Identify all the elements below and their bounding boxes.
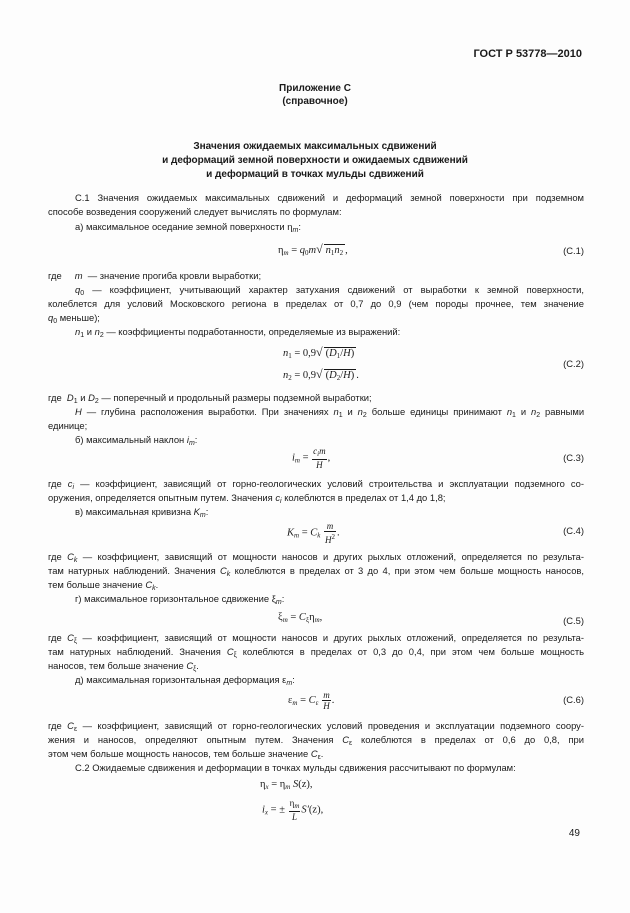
n-coefficients: $n_1$ и $n_2$ — коэффициенты подработанности, определяемые из выражений:: [75, 326, 401, 339]
equation-number-c5: (С.5): [563, 615, 584, 626]
page-number: 49: [568, 828, 580, 839]
equation-c6: $\varepsilon_m = C_\varepsilon$ $\frac{m}{H}$ .: [288, 690, 335, 711]
equation-c4: $K_m = C_k$ $\frac{m}{H^2}$ .: [287, 521, 340, 545]
q0-line-3: $q_0$ меньше);: [48, 312, 100, 325]
ck-line-2: там натурных наблюдений. Значения $C_k$ колеблются в пределах от 3 до 4, при этом чем больше мощность наносов,: [48, 565, 585, 578]
cxi-line-3: наносов, тем больше значение $C_\xi$.: [48, 660, 199, 673]
equation-number-c3: (С.3): [563, 452, 584, 463]
d-dimensions: где $D_1$ и $D_2$ — поперечный и продольный размеры подземной выработки;: [48, 392, 372, 405]
h-depth-line-2: единице;: [48, 420, 88, 431]
ce-line-2: жения и наносов, определяют опытным путем. Значения $C_\varepsilon$ колеблются в пределах от 0,6 до 0,8, при: [48, 734, 584, 747]
equation-c2-i-x: $i_x$ = ± $\frac{\eta_m}{L}$ S′(z),: [262, 798, 324, 822]
item-g-label: г) максимальное горизонтальное сдвижение $\xi_m$:: [75, 593, 285, 606]
section-title-line-2: и деформаций земной поверхности и ожидаемых сдвижений: [162, 155, 468, 166]
equation-c2-eta-x: $\eta_x = \eta_m$ S(z),: [260, 779, 313, 791]
ck-line-3: тем больше значение $C_k$.: [48, 579, 159, 592]
q0-line-1: $q_0$ — коэффициент, учитывающий характер затухания сдвижений от выработки к земной поверхности,: [75, 284, 584, 297]
ce-line-1: где $C_\varepsilon$ — коэффициент, зависящий от горно-геологических условий проведения и эксплуатации подземного соору-: [48, 720, 584, 733]
c1-intro-line-2: способе возведения сооружений следует вычислять по формулам:: [48, 206, 342, 217]
cxi-line-1: где $C_\xi$ — коэффициент, зависящий от мощности наносов и других рыхлых отложений, определяется по результа-: [48, 632, 585, 645]
ce-line-3: этом чем больше мощность наносов, тем больше значение $C_\varepsilon$.: [48, 748, 324, 761]
item-b-label: б) максимальный наклон $i_m$:: [75, 434, 198, 447]
equation-number-c6: (С.6): [563, 694, 584, 705]
c1-intro-line-1: С.1 Значения ожидаемых максимальных сдвижений и деформаций земной поверхности при подземном: [75, 192, 584, 203]
equation-number-c4: (С.4): [563, 525, 584, 536]
c2-intro: С.2 Ожидаемые сдвижения и деформации в точках мульды сдвижения рассчитывают по формулам:: [75, 762, 516, 773]
item-v-label: в) максимальная кривизна $K_m$:: [75, 506, 209, 519]
ci-line-1: где $c_i$ — коэффициент, зависящий от горно-геологических условий строительства и эксплуатации подземного со-: [48, 478, 585, 491]
ck-line-1: где $C_k$ — коэффициент, зависящий от мощности наносов и других рыхлых отложений, определяется по результа-: [48, 551, 584, 564]
item-d-label: д) максимальная горизонтальная деформация $\varepsilon_m$:: [75, 674, 295, 687]
equation-number-c2: (С.2): [563, 358, 584, 369]
standard-number: ГОСТ Р 53778—2010: [473, 48, 582, 60]
where-m: где m — значение прогиба кровли выработки;: [48, 270, 262, 281]
cxi-line-2: там натурных наблюдений. Значения $C_\xi$ колеблются в пределах от 0,3 до 0,4, при этом чем больше мощность: [48, 646, 584, 659]
equation-c2-n2: $n_2 = 0,9√$ $(D_2/H)$ .: [283, 367, 359, 382]
equation-c3: $i_m$ = $\frac{c_im}{H}$ ,: [292, 446, 331, 470]
appendix-title: Приложение С: [279, 83, 351, 94]
section-title-line-1: Значения ожидаемых максимальных сдвижений: [193, 141, 437, 152]
appendix-kind: (справочное): [282, 96, 348, 107]
q0-line-2: колеблется для условий Московского региона в пределах от 0,7 до 0,9 (чем породы прочнее, тем значение: [48, 298, 584, 309]
equation-c5: $\xi_m = C_\xi\eta_m$,: [278, 612, 323, 624]
equation-c2-n1: $n_1 = 0,9√$ $(D_1/H)$: [283, 345, 355, 360]
equation-c1: $\eta_m = q_0m√$ $n_1n_2$ ,: [278, 242, 348, 257]
h-depth-line-1: H — глубина расположения выработки. При значениях $n_1$ и $n_2$ больше единицы принимают $n_1$ и $n_2$ равными: [75, 406, 585, 419]
section-title-line-3: и деформаций в точках мульды сдвижений: [206, 169, 424, 180]
item-a-label: а) максимальное оседание земной поверхности $\eta_m$:: [75, 221, 301, 234]
ci-line-2: оружения, определяется опытным путем. Значения $c_i$ колеблются в пределах от 1,4 до 1,8;: [48, 492, 446, 505]
equation-number-c1: (С.1): [563, 245, 584, 256]
